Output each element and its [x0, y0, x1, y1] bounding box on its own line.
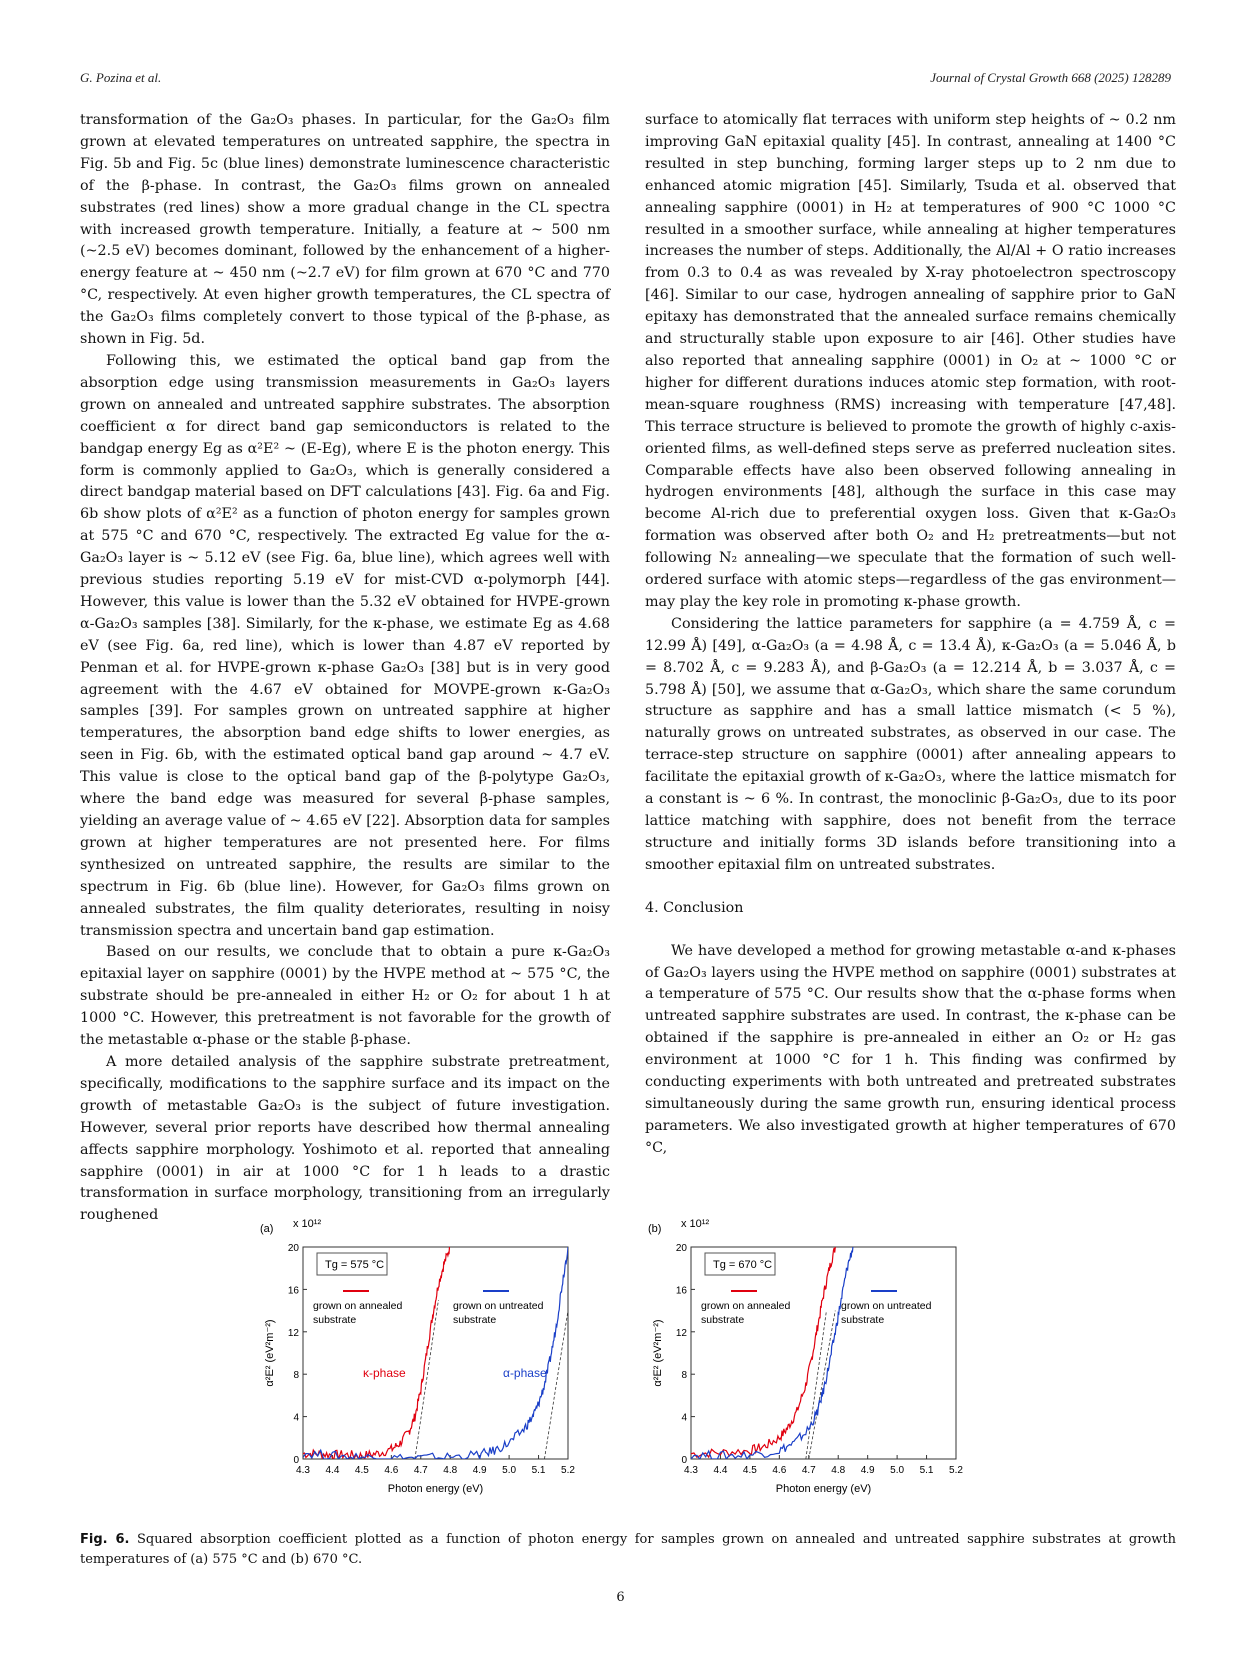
paragraph: Following this, we estimated the optical band gap from the absorption edge using transmission measurements in Ga₂O₃ layers grown on annealed and untreated sapphire substrates. The absorption coefficient α for direct band gap semiconductors is related to the bandgap energy Eg as α²E² ~ (E-Eg), where E is the photon energy. This form is commonly applied to Ga₂O₃, which is generally considered a direct bandgap material based on DFT calculations [43]. Fig. 6a and Fig. 6b show plots of α²E² as a function of photon energy for samples grown at 575 °C and 670 °C, respectively. The extracted Eg value for the α-Ga₂O₃ layer is ~ 5.12 eV (see Fig. 6a, blue line), which agrees well with previous studies reporting 5.19 eV for mist-CVD α-polymorph [44]. However, this value is lower than the 5.32 eV obtained for HVPE-grown α-Ga₂O₃ samples [38]. Similarly, for the κ-phase, we estimate Eg as 4.68 eV (see Fig. 6a, red line), which is lower than 4.87 eV reported by Penman et al. for HVPE-grown κ-phase Ga₂O₃ [38] but is in very good agreement with the 4.67 eV obtained for MOVPE-grown κ-Ga₂O₃ samples [39]. For samples grown on untreated sapphire at higher temperatures, the absorption band edge shifts to lower energies, as seen in Fig. 6b, with the estimated optical band gap around ~ 4.7 eV. This value is close to the optical band gap of the β-polytype Ga₂O₃, where the band edge was measured for several β-phase samples, yielding an average value of ~ 4.65 eV [22]. Absorption data for samples grown at higher temperatures are not presented here. For films synthesized on untreated sapphire, the results are similar to the spectrum in Fig. 6b (blue line). However, for Ga₂O₃ films grown on annealed substrates, the film quality deteriorates, resulting in noisy transmission spectra and uncertain band gap estimation. — [80, 352, 610, 939]
x-axis-label: Photon energy (eV) — [775, 1483, 872, 1495]
running-header-journal: Journal of Crystal Growth 668 (2025) 128289 — [930, 70, 1171, 85]
y-tick-label: 12 — [675, 1327, 687, 1339]
paragraph: Considering the lattice parameters for sapphire (a = 4.759 Å, c = 12.99 Å) [49], α-Ga₂O₃ (a = 4.98 Å, c = 13.4 Å), κ-Ga₂O₃ (a = 5.046 Å, b = 8.702 Å, c = 9.283 Å), and β-Ga₂O₃ (a = 12.214 Å, b = 3.037 Å, c = 5.798 Å) [50], we assume that α-Ga₂O₃, which share the same corundum structure as sapphire and has a small lattice mismatch (< 5 %), naturally grows on untreated substrates, as observed in our case. The terrace-step structure on sapphire (0001) after annealing appears to facilitate the epitaxial growth of κ-Ga₂O₃, where the lattice mismatch for a constant is ~ 6 %. In contrast, the monoclinic β-Ga₂O₃, due to its poor lattice matching with sapphire, does not benefit from the terrace structure and initially forms 3D islands before transitioning into a smoother epitaxial film on untreated substrates. — [645, 615, 1176, 873]
x-tick-label: 5.2 — [561, 1465, 575, 1476]
paragraph: transformation of the Ga₂O₃ phases. In particular, for the Ga₂O₃ film grown at elevated temperatures on untreated sapphire, the spectra in Fig. 5b and Fig. 5c (blue lines) demonstrate luminescence characteristic of the β-phase. In contrast, the Ga₂O₃ films grown on annealed substrates (red lines) show a more gradual change in the CL spectra with increased growth temperature. Initially, a feature at ~ 500 nm (~2.5 eV) becomes dominant, followed by the enhancement of a higher-energy feature at ~ 450 nm (~2.7 eV) for film grown at 670 °C and 770 °C, respectively. At even higher growth temperatures, the CL spectra of the Ga₂O₃ films completely convert to those typical of the β-phase, as shown in Fig. 5d. — [80, 112, 610, 348]
fit-line — [544, 1311, 568, 1459]
y-tick-label: 0 — [293, 1455, 299, 1466]
x-tick-label: 4.7 — [801, 1465, 816, 1476]
y-tick-label: 4 — [293, 1412, 299, 1424]
running-header-authors: G. Pozina et al. — [80, 70, 162, 85]
fit-line — [809, 1311, 836, 1459]
panel-label: (b) — [648, 1223, 662, 1235]
x-tick-label: 5.0 — [890, 1465, 905, 1476]
x-tick-label: 4.4 — [325, 1465, 340, 1476]
phase-label: α-phase — [503, 1366, 547, 1380]
x-tick-label: 4.6 — [772, 1465, 787, 1476]
legend-label: grown on untreated — [841, 1300, 932, 1312]
figure-caption — [80, 1530, 1176, 1570]
chart-panel-b — [643, 1217, 983, 1521]
axis-multiplier: x 10¹² — [293, 1218, 322, 1230]
x-tick-label: 4.3 — [296, 1465, 310, 1476]
paragraph: We have developed a method for growing metastable α-and κ-phases of Ga₂O₃ layers using the HVPE method on sapphire (0001) substrates at a temperature of 575 °C. Our results show that the α-phase forms when untreated sapphire substrates are used. In contrast, the κ-phase can be obtained if the sapphire is pre-annealed in either an O₂ or H₂ gas environment at 1000 °C for 1 h. This finding was confirmed by conducting experiments with both untreated and pretreated substrates simultaneously during the same growth run, ensuring identical process parameters. We also investigated growth at higher temperatures of 670 °C, — [645, 942, 1176, 1156]
legend-label: grown on untreated — [453, 1300, 544, 1312]
y-tick-label: 20 — [287, 1243, 299, 1254]
series-line — [691, 1247, 853, 1459]
y-tick-label: 16 — [675, 1285, 687, 1297]
paragraph: surface to atomically flat terraces with uniform step heights of ~ 0.2 nm improving GaN epitaxial quality [45]. In contrast, annealing at 1400 °C resulted in step bunching, forming larger steps up to 2 nm due to enhanced atomic migration [45]. Similarly, Tsuda et al. observed that annealing sapphire (0001) in H₂ at temperatures of 900 °C 1000 °C resulted in a smoother surface, while annealing at higher temperatures increases the number of steps. Additionally, the Al/Al + O ratio increases from 0.3 to 0.4 as was revealed by X-ray photoelectron spectroscopy [46]. Similar to our case, hydrogen annealing of sapphire prior to GaN epitaxy has demonstrated that the annealed surface remains chemically and structurally stable upon exposure to air [46]. Other studies have also reported that annealing sapphire (0001) in O₂ at ~ 1000 °C or higher for different durations induces atomic step formation, with root-mean-square roughness (RMS) increasing with temperature [47,48]. This terrace structure is believed to promote the growth of highly c-axis-oriented films, as well-defined steps serve as preferred nucleation sites. Comparable effects have also been observed following annealing in hydrogen environments [48], although the surface in this case may become Al-rich due to preferential oxygen loss. Given that κ-Ga₂O₃ formation was observed after both O₂ and H₂ pretreatments—but not following N₂ annealing—we speculate that the formation of such well-ordered surface with atomic steps—regardless of the gas environment—may play the key role in promoting κ-phase growth. — [645, 112, 1176, 610]
x-tick-label: 5.1 — [531, 1465, 546, 1476]
y-axis-label: α²E² (eV²m⁻²) — [264, 1319, 276, 1387]
y-tick-label: 4 — [681, 1412, 687, 1424]
x-tick-label: 4.6 — [384, 1465, 399, 1476]
x-tick-label: 5.0 — [502, 1465, 517, 1476]
x-tick-label: 5.1 — [919, 1465, 934, 1476]
figure-caption-text: Squared absorption coefficient plotted as a function of photon energy for samples grown on annealed and untreated sapphire substrates at growth temperatures of (a) 575 °C and (b) 670 °C. — [80, 1532, 1177, 1567]
paragraph: Based on our results, we conclude that to obtain a pure κ-Ga₂O₃ epitaxial layer on sapphire (0001) by the HVPE method at ~ 575 °C, the substrate should be pre-annealed in either H₂ or O₂ for about 1 h at 1000 °C. However, this pretreatment is not favorable for the growth of the metastable α-phase or the stable β-phase. — [80, 944, 610, 1049]
x-tick-label: 4.9 — [472, 1465, 487, 1476]
legend-label: grown on annealed — [313, 1300, 403, 1312]
fit-line — [415, 1300, 439, 1459]
legend-label: substrate — [841, 1314, 885, 1326]
x-tick-label: 4.7 — [413, 1465, 428, 1476]
x-tick-label: 4.3 — [684, 1465, 698, 1476]
right-text-column — [645, 110, 1176, 1160]
phase-label: κ-phase — [363, 1366, 406, 1380]
x-tick-label: 4.9 — [860, 1465, 875, 1476]
y-tick-label: 8 — [681, 1370, 687, 1382]
panel-label: (a) — [260, 1223, 274, 1235]
y-axis-label: α²E² (eV²m⁻²) — [652, 1319, 664, 1387]
plot-frame — [691, 1247, 956, 1459]
chart-panel-a — [255, 1217, 595, 1521]
x-tick-label: 4.8 — [443, 1465, 458, 1476]
legend-label: substrate — [313, 1314, 357, 1326]
x-tick-label: 4.5 — [354, 1465, 369, 1476]
x-tick-label: 4.8 — [831, 1465, 846, 1476]
annotation-text: Tg = 575 °C — [325, 1259, 385, 1271]
y-tick-label: 16 — [287, 1285, 299, 1297]
figure-label: Fig. 6. — [80, 1532, 130, 1547]
x-tick-label: 4.4 — [713, 1465, 728, 1476]
y-tick-label: 0 — [681, 1455, 687, 1466]
plot-frame — [303, 1247, 568, 1459]
chart-a-svg — [255, 1217, 595, 1517]
y-tick-label: 12 — [287, 1327, 299, 1339]
y-tick-label: 20 — [675, 1243, 687, 1254]
page-number: 6 — [616, 1590, 625, 1605]
x-axis-label: Photon energy (eV) — [387, 1483, 484, 1495]
annotation-text: Tg = 670 °C — [713, 1259, 773, 1271]
legend-label: substrate — [453, 1314, 497, 1326]
left-text-column — [80, 110, 610, 1227]
x-tick-label: 4.5 — [742, 1465, 757, 1476]
axis-multiplier: x 10¹² — [681, 1218, 710, 1230]
legend-label: grown on annealed — [701, 1300, 791, 1312]
section-heading: 4. Conclusion — [645, 899, 744, 916]
paragraph: A more detailed analysis of the sapphire substrate pretreatment, specifically, modifications to the sapphire surface and its impact on the growth of metastable Ga₂O₃ is the subject of future investigation. However, several prior reports have described how thermal annealing affects sapphire morphology. Yoshimoto et al. reported that annealing sapphire (0001) in air at 1000 °C for 1 h leads to a drastic transformation in surface morphology, transitioning from an irregularly roughened — [80, 1053, 610, 1224]
series-line — [691, 1247, 835, 1457]
legend-label: substrate — [701, 1314, 745, 1326]
x-tick-label: 5.2 — [949, 1465, 963, 1476]
series-line — [303, 1247, 568, 1459]
series-line — [303, 1245, 450, 1459]
y-tick-label: 8 — [293, 1370, 299, 1382]
chart-b-svg — [643, 1217, 983, 1517]
